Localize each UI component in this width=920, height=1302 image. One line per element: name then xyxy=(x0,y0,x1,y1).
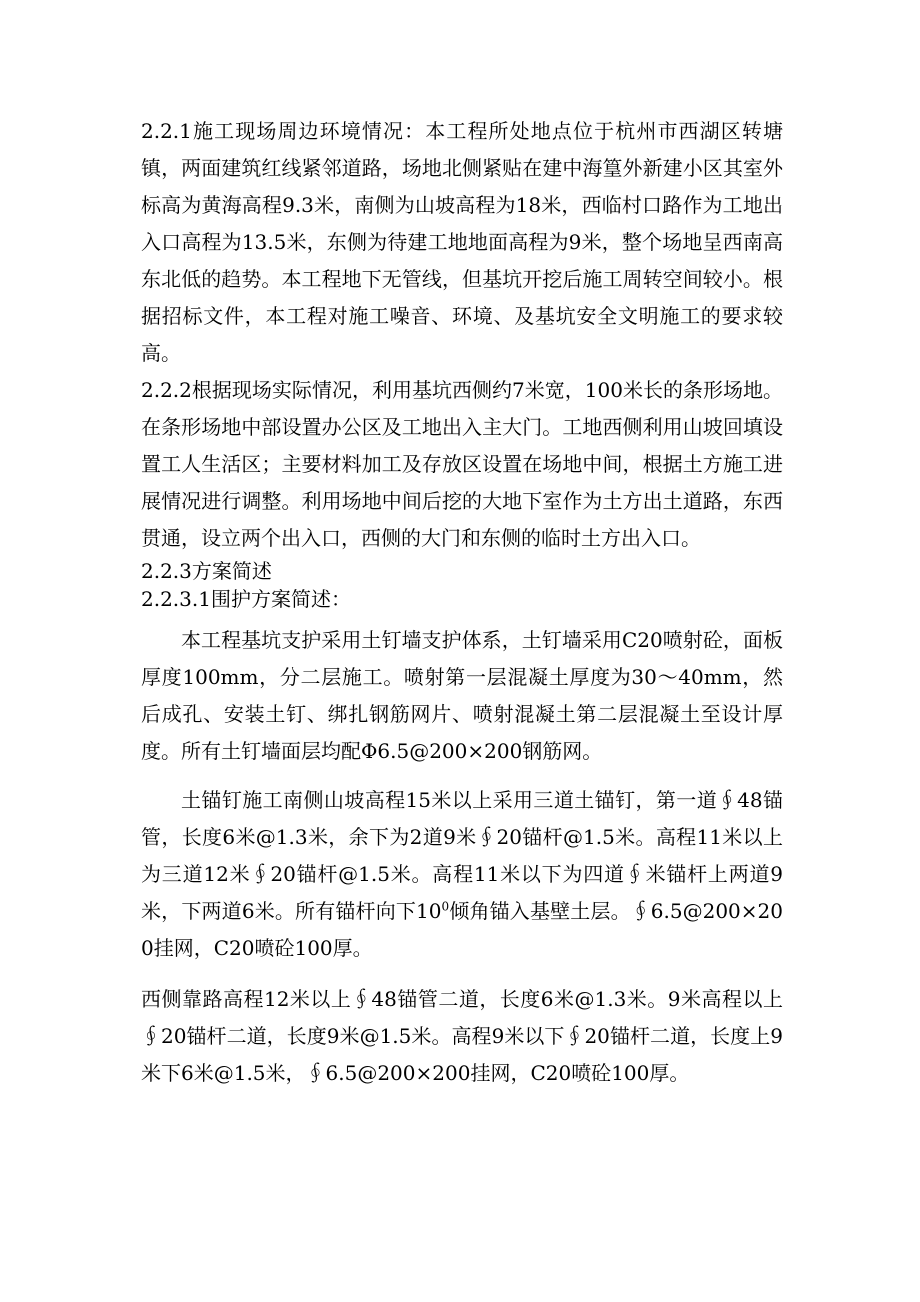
anchor-text-part-2: 倾角锚入基壁土层。∮6.5@200×200挂网，C20喷砼100厚。 xyxy=(141,899,783,960)
paragraph-site-environment: 2.2.1施工现场周边环境情况：本工程所处地点位于杭州市西湖区转塘镇，两面建筑红线紧邻道路，场地北侧紧贴在建中海篁外新建小区其室外标高为黄海高程9.3米，南侧为山坡高程为18米，西临村口路作为工地出入口高程为13.5米，东侧为待建工地地面高程为9米，整个场地呈西南高东北低的趋势。本工程地下无管线，但基坑开挖后施工周转空间较小。根据招标文件，本工程对施工噪音、环境、及基坑安全文明施工的要求较高。 xyxy=(141,119,783,365)
document-page xyxy=(141,113,783,1092)
paragraph-soil-nail-wall: 本工程基坑支护采用土钉墙支护体系，土钉墙采用C20喷射砼，面板厚度100mm，分二层施工。喷射第一层混凝土厚度为30～40mm，然后成孔、安装土钉、绑扎钢筋网片、喷射混凝土第二层混凝土至设计厚度。所有土钉墙面层均配Φ6.5@200×200钢筋网。 xyxy=(141,628,783,763)
paragraph-west-anchors: 西侧靠路高程12米以上∮48锚管二道，长度6米@1.3米。9米高程以上∮20锚杆二道，长度9米@1.5米。高程9米以下∮20锚杆二道，长度上9米下6米@1.5米，∮6.5@200×200挂网，C20喷砼100厚。 xyxy=(141,987,783,1085)
paragraph-south-anchors xyxy=(141,782,783,967)
paragraph-site-layout: 2.2.2根据现场实际情况，利用基坑西侧约7米宽，100米长的条形场地。在条形场地中部设置办公区及工地出入主大门。工地西侧利用山坡回填设置工人生活区；主要材料加工及存放区设置在场地中间，根据土方施工进展情况进行调整。利用场地中间后挖的大地下室作为土方出土道路，东西贯通，设立两个出入口，西侧的大门和东侧的临时土方出入口。 xyxy=(141,378,783,550)
anchor-text-part-1: 土锚钉施工南侧山坡高程15米以上采用三道土锚钉，第一道∮48锚管，长度6米@1.3米，余下为2道9米∮20锚杆@1.5米。高程11米以上为三道12米∮20锚杆@1.5米。高程11米以下为四道∮米锚杆上两道9米，下两道6米。所有锚杆向下10 xyxy=(141,788,783,923)
heading-scheme-summary: 2.2.3方案简述 xyxy=(141,559,272,583)
degree-superscript: 0 xyxy=(441,899,450,914)
heading-retaining-scheme: 2.2.3.1围护方案简述： xyxy=(141,587,351,611)
